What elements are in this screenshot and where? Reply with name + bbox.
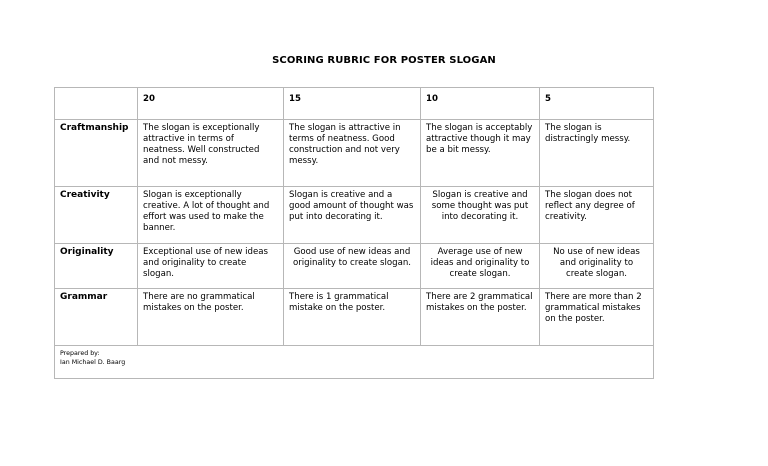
rubric-cell: Slogan is creative and some thought was put into decorating it. (421, 187, 540, 244)
document-title: SCORING RUBRIC FOR POSTER SLOGAN (272, 55, 496, 66)
rubric-cell: There are 2 grammatical mistakes on the poster. (421, 289, 540, 346)
rubric-table (54, 87, 654, 379)
rubric-cell: The slogan is exceptionally attractive in terms of neatness. Well constructed and not messy. (138, 120, 284, 187)
prepared-by-row (55, 346, 654, 379)
criterion-label: Grammar (55, 289, 138, 346)
rubric-cell: Slogan is creative and a good amount of thought was put into decorating it. (284, 187, 421, 244)
rubric-cell: There are more than 2 grammatical mistakes on the poster. (540, 289, 654, 346)
rubric-cell: The slogan does not reflect any degree of creativity. (540, 187, 654, 244)
criterion-label: Creativity (55, 187, 138, 244)
prepared-by-name: Ian Michael D. Baarg (60, 359, 126, 366)
score-header-row (55, 88, 654, 120)
rubric-row-grammar (55, 289, 654, 346)
score-header-15: 15 (284, 88, 421, 120)
rubric-cell: There is 1 grammatical mistake on the poster. (284, 289, 421, 346)
prepared-by-cell (55, 346, 654, 379)
rubric-cell: The slogan is acceptably attractive though it may be a bit messy. (421, 120, 540, 187)
score-header-5: 5 (540, 88, 654, 120)
rubric-cell: The slogan is attractive in terms of neatness. Good construction and not very messy. (284, 120, 421, 187)
rubric-cell: Average use of new ideas and originality to create slogan. (421, 244, 540, 289)
criterion-label: Originality (55, 244, 138, 289)
rubric-cell: Good use of new ideas and originality to create slogan. (284, 244, 421, 289)
rubric-cell: Slogan is exceptionally creative. A lot of thought and effort was used to make the banner. (138, 187, 284, 244)
criterion-label: Craftmanship (55, 120, 138, 187)
rubric-row-creativity (55, 187, 654, 244)
rubric-row-originality (55, 244, 654, 289)
rubric-cell: There are no grammatical mistakes on the poster. (138, 289, 284, 346)
score-header-20: 20 (138, 88, 284, 120)
rubric-cell: The slogan is distractingly messy. (540, 120, 654, 187)
score-header-10: 10 (421, 88, 540, 120)
rubric-cell: Exceptional use of new ideas and originality to create slogan. (138, 244, 284, 289)
rubric-row-craftmanship (55, 120, 654, 187)
criterion-header-cell (55, 88, 138, 120)
rubric-cell: No use of new ideas and originality to create slogan. (540, 244, 654, 289)
prepared-by-label: Prepared by: (60, 350, 100, 357)
